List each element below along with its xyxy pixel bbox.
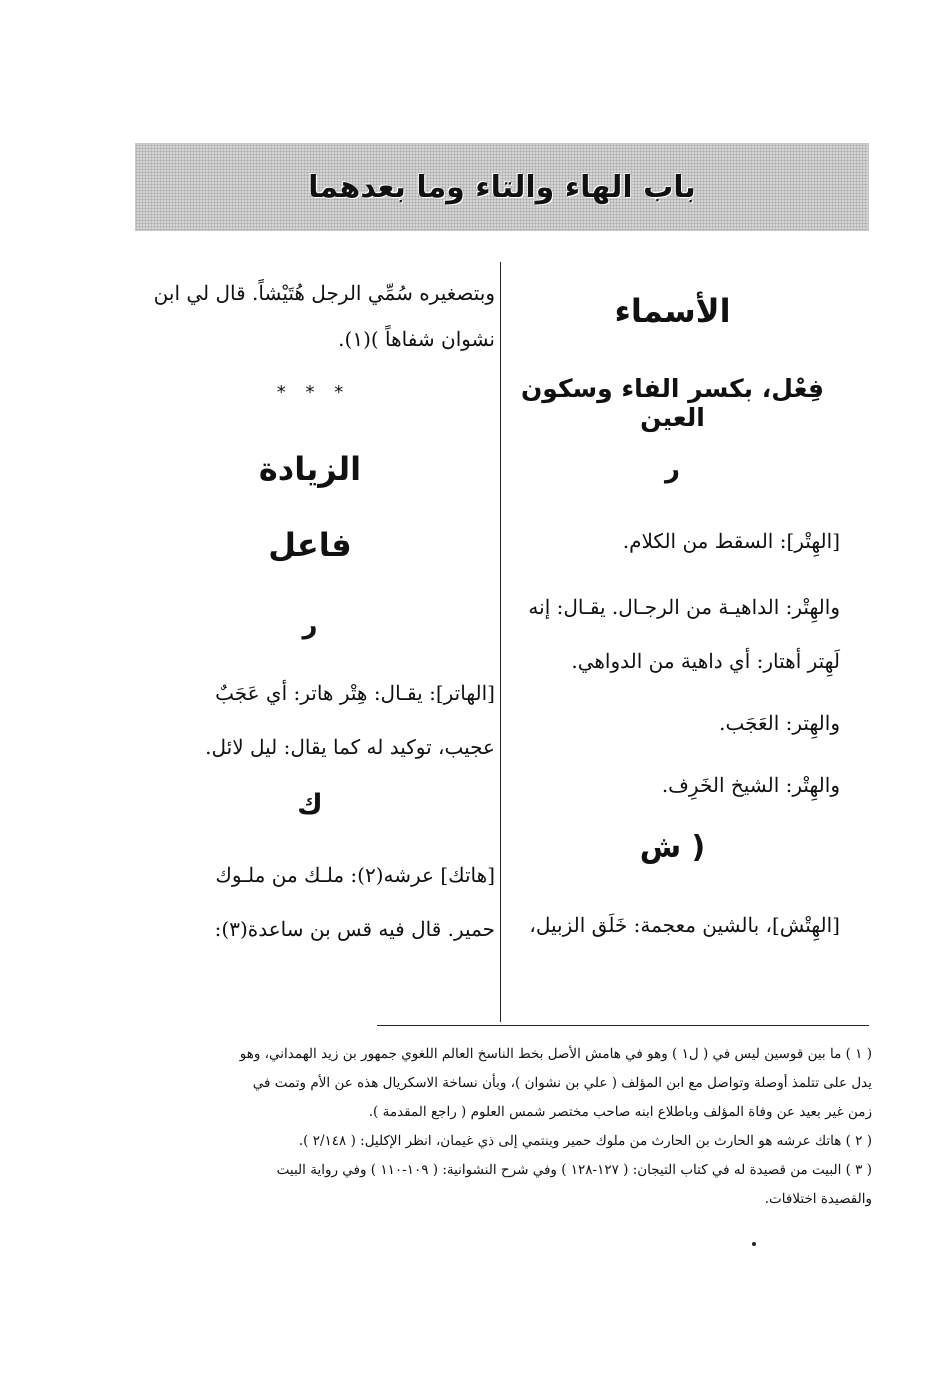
- letter-heading-k: ك: [297, 788, 323, 821]
- entry-hitr-3: والهِتر: العَجَب.: [719, 711, 840, 735]
- pattern-heading: فِعْل، بكسر الفاء وسكون العين: [520, 374, 825, 432]
- heading-ziyada: الزيادة: [258, 450, 362, 488]
- entry-hitr-2-line2: لَهِتر أهتار: أي داهية من الدواهي.: [571, 649, 840, 673]
- entry-hitr-4: والهِتْر: الشيخ الخَرِف.: [661, 773, 840, 797]
- footnote-rule: [377, 1025, 869, 1026]
- continuation-line2: نشوان شفاهاً )(١).: [338, 327, 495, 351]
- footnote-1-line1: ( ١ ) ما بين قوسين ليس في ( ل١ ) وهو في هامش الأصل بخط الناسخ العالم اللغوي جمهور بن زيد الهمداني، وهو: [239, 1046, 872, 1062]
- chapter-banner: [135, 143, 869, 231]
- right-column: [505, 262, 840, 952]
- chapter-title: باب الهاء والتاء وما بعدهما: [308, 169, 696, 205]
- footnote-2: ( ٢ ) هاتك عرشه هو الحارث بن الحارث من ملوك حمير وينتمي إلى ذي غيمان، انظر الإكليل: ( ٢/١٤٨ ).: [298, 1133, 872, 1149]
- footnote-1-line3: زمن غير بعيد عن وفاة المؤلف وباطلاع ابنه صاحب مختصر شمس العلوم ( راجع المقدمة ).: [368, 1104, 872, 1120]
- entry-hitsh: [الهِتْش]، بالشين معجمة: خَلَق الزبيل،: [529, 913, 840, 937]
- section-stars: * * *: [276, 382, 344, 403]
- heading-faail: فاعل: [268, 526, 352, 564]
- entry-hitr-2-line1: والهِتْر: الداهيـة من الرجـال. يقـال: إنه: [528, 595, 840, 619]
- column-divider: [500, 262, 501, 1022]
- entry-hatir-line2: عجيب، توكيد له كما يقال: ليل لائل.: [205, 735, 495, 759]
- left-column: [125, 262, 495, 956]
- footnotes: [130, 1040, 872, 1214]
- entry-hatik-line2: حمير. قال فيه قس بن ساعدة(٣):: [214, 917, 495, 941]
- heading-asmaa: الأسماء: [614, 292, 731, 330]
- entry-hitr-1: [الهِتْر]: السقط من الكلام.: [622, 529, 840, 553]
- entry-hatik-line1: [هاتك] عرشه(٢): ملـك من ملـوك: [215, 863, 495, 887]
- page-mark-dot: [752, 1242, 756, 1246]
- continuation-line1: وبتصغيره سُمِّي الرجل هُتَيْشاً. قال لي ابن: [153, 281, 495, 305]
- footnote-3-line2: والقصيدة اختلافات.: [764, 1191, 872, 1207]
- footnote-3-line1: ( ٣ ) البيت من قصيدة له في كتاب التيجان: ( ١٢٧-١٢٨ ) وفي شرح النشوانية: ( ١٠٩-١١٠ ) وفي رواية البيت: [276, 1162, 872, 1178]
- letter-heading-r-left: ر: [302, 610, 318, 640]
- entry-hatir-line1: [الهاتر]: يقـال: هِتْر هاتر: أي عَجَبٌ: [215, 681, 495, 705]
- letter-heading-sh: ( ش: [639, 830, 706, 865]
- footnote-1-line2: يدل على تتلمذ أوصلة وتواصل مع ابن المؤلف ( علي بن نشوان )، وبأن نساخة الاسكريال هذه عن الأم وتمت في: [252, 1075, 872, 1091]
- letter-heading-r: ر: [665, 454, 680, 484]
